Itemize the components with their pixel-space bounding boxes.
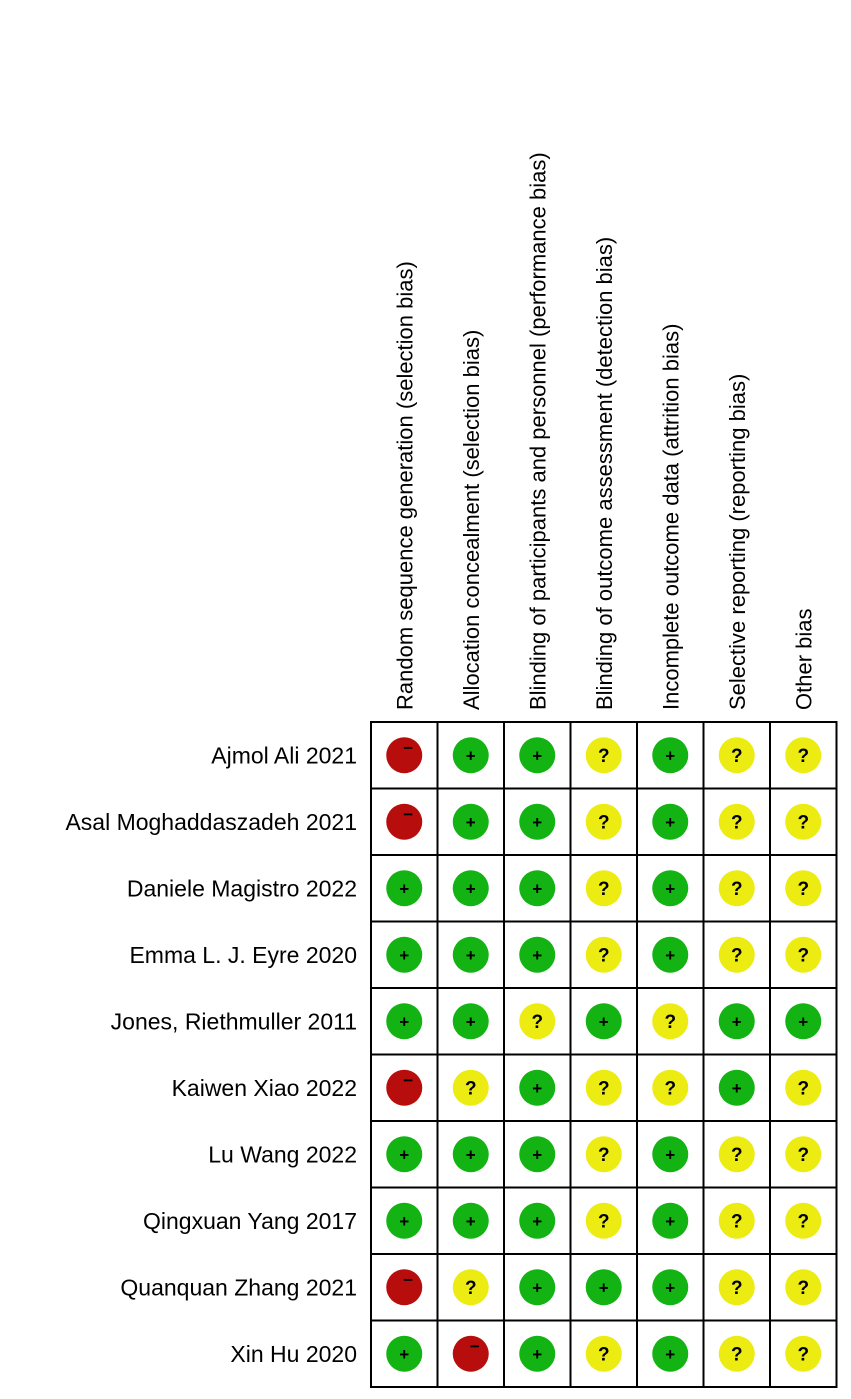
- rating-glyph: +: [399, 1012, 410, 1032]
- domain-header: Incomplete outcome data (attrition bias): [658, 323, 684, 710]
- domain-header: Other bias: [791, 608, 817, 710]
- rating-glyph: ?: [664, 1011, 677, 1033]
- study-label: Qingxuan Yang 2017: [143, 1207, 357, 1234]
- rating-mark-unclear: [453, 1070, 489, 1106]
- rating-glyph: ?: [730, 945, 743, 967]
- rating-mark-low: [785, 1003, 821, 1039]
- rating-mark-low: [652, 1336, 688, 1372]
- rating-glyph: +: [465, 812, 476, 832]
- rating-glyph: +: [665, 1344, 676, 1364]
- rating-glyph: ?: [531, 1011, 544, 1033]
- rating-glyph: +: [665, 1145, 676, 1165]
- rating-mark-low: [519, 1136, 555, 1172]
- rating-mark-high: [386, 804, 422, 840]
- rating-mark-unclear: [719, 1336, 755, 1372]
- rating-glyph: +: [465, 1145, 476, 1165]
- rating-glyph: +: [665, 945, 676, 965]
- rating-mark-unclear: [785, 804, 821, 840]
- rating-glyph: ?: [730, 1144, 743, 1166]
- rating-glyph: +: [399, 1344, 410, 1364]
- domain-header: Allocation concealment (selection bias): [458, 329, 484, 710]
- rating-glyph: −: [403, 804, 414, 824]
- rating-mark-unclear: [785, 1070, 821, 1106]
- rating-mark-low: [652, 737, 688, 773]
- rating-glyph: +: [399, 1145, 410, 1165]
- rating-mark-low: [386, 937, 422, 973]
- rating-glyph: ?: [797, 812, 810, 834]
- rating-mark-unclear: [586, 1203, 622, 1239]
- rating-glyph: ?: [597, 1144, 610, 1166]
- rating-mark-unclear: [586, 1070, 622, 1106]
- study-label: Daniele Magistro 2022: [126, 875, 357, 902]
- rating-mark-low: [652, 1203, 688, 1239]
- rating-mark-unclear: [586, 737, 622, 773]
- rating-glyph: +: [532, 879, 543, 899]
- rating-glyph: −: [403, 1270, 414, 1290]
- rating-glyph: +: [598, 1278, 609, 1298]
- rating-glyph: ?: [597, 1211, 610, 1233]
- rating-glyph: +: [399, 879, 410, 899]
- rating-mark-low: [519, 1070, 555, 1106]
- study-label: Jones, Riethmuller 2011: [110, 1008, 357, 1035]
- rating-glyph: +: [532, 1078, 543, 1098]
- rating-mark-unclear: [586, 1136, 622, 1172]
- rating-glyph: +: [465, 1211, 476, 1231]
- rating-mark-low: [453, 870, 489, 906]
- rating-glyph: +: [532, 746, 543, 766]
- rating-glyph: +: [731, 1012, 742, 1032]
- rating-mark-unclear: [785, 1336, 821, 1372]
- rating-glyph: −: [403, 738, 414, 758]
- rating-glyph: +: [399, 945, 410, 965]
- rating-mark-low: [652, 870, 688, 906]
- rating-mark-unclear: [719, 1136, 755, 1172]
- rating-mark-unclear: [719, 1203, 755, 1239]
- rating-glyph: +: [665, 1211, 676, 1231]
- rating-mark-low: [386, 1203, 422, 1239]
- rating-glyph: ?: [597, 812, 610, 834]
- rating-glyph: +: [731, 1078, 742, 1098]
- rating-mark-low: [652, 804, 688, 840]
- study-label: Emma L. J. Eyre 2020: [129, 941, 357, 968]
- study-label: Asal Moghaddaszadeh 2021: [65, 808, 357, 835]
- domain-header: Blinding of participants and personnel (performance bias): [525, 152, 551, 710]
- rating-mark-unclear: [719, 937, 755, 973]
- rating-mark-low: [386, 870, 422, 906]
- rating-mark-low: [519, 804, 555, 840]
- rating-mark-unclear: [785, 737, 821, 773]
- rating-grid: [371, 722, 837, 1387]
- rating-mark-unclear: [519, 1003, 555, 1039]
- rating-glyph: ?: [730, 1211, 743, 1233]
- rating-mark-unclear: [785, 1203, 821, 1239]
- rating-mark-high: [453, 1336, 489, 1372]
- study-label: Xin Hu 2020: [230, 1340, 357, 1367]
- rating-glyph: −: [469, 1336, 480, 1356]
- rating-glyph: ?: [797, 945, 810, 967]
- rating-mark-unclear: [719, 1269, 755, 1305]
- rating-glyph: ?: [464, 1277, 477, 1299]
- rating-mark-unclear: [453, 1269, 489, 1305]
- rating-glyph: ?: [797, 745, 810, 767]
- rating-glyph: +: [465, 746, 476, 766]
- rating-glyph: +: [532, 1344, 543, 1364]
- rating-glyph: +: [665, 1278, 676, 1298]
- rating-glyph: −: [403, 1070, 414, 1090]
- rating-glyph: +: [465, 945, 476, 965]
- rating-mark-unclear: [785, 937, 821, 973]
- rating-mark-low: [519, 1203, 555, 1239]
- rating-mark-high: [386, 1269, 422, 1305]
- rating-mark-low: [453, 804, 489, 840]
- rating-mark-low: [719, 1003, 755, 1039]
- rating-glyph: ?: [797, 1211, 810, 1233]
- rating-glyph: ?: [664, 1078, 677, 1100]
- rating-glyph: +: [399, 1211, 410, 1231]
- domain-header: Blinding of outcome assessment (detection bias): [591, 236, 617, 710]
- rating-mark-low: [652, 1269, 688, 1305]
- rating-mark-unclear: [719, 737, 755, 773]
- rating-glyph: ?: [797, 1078, 810, 1100]
- rating-mark-high: [386, 737, 422, 773]
- rating-glyph: ?: [797, 1277, 810, 1299]
- rating-glyph: +: [532, 1145, 543, 1165]
- rating-mark-high: [386, 1070, 422, 1106]
- rating-glyph: +: [598, 1012, 609, 1032]
- rating-mark-low: [519, 737, 555, 773]
- rating-mark-low: [519, 1269, 555, 1305]
- rating-mark-unclear: [785, 1136, 821, 1172]
- rating-glyph: +: [665, 812, 676, 832]
- rating-glyph: ?: [597, 745, 610, 767]
- study-label: Kaiwen Xiao 2022: [171, 1074, 357, 1101]
- rating-mark-low: [386, 1336, 422, 1372]
- rating-mark-low: [453, 1203, 489, 1239]
- rating-glyph: ?: [597, 878, 610, 900]
- rating-glyph: ?: [464, 1078, 477, 1100]
- rating-glyph: +: [665, 746, 676, 766]
- rating-mark-low: [519, 937, 555, 973]
- study-label: Quanquan Zhang 2021: [120, 1274, 357, 1301]
- rating-mark-unclear: [586, 1336, 622, 1372]
- rating-glyph: +: [532, 812, 543, 832]
- rating-mark-low: [453, 1136, 489, 1172]
- domain-header: Random sequence generation (selection bias): [392, 261, 418, 710]
- rating-glyph: +: [465, 1012, 476, 1032]
- rating-glyph: ?: [730, 1277, 743, 1299]
- rating-mark-low: [453, 937, 489, 973]
- rating-glyph: +: [798, 1012, 809, 1032]
- rating-mark-low: [519, 1336, 555, 1372]
- rating-mark-low: [719, 1070, 755, 1106]
- rating-glyph: ?: [597, 945, 610, 967]
- domain-headers: [392, 152, 816, 710]
- rating-mark-low: [652, 937, 688, 973]
- rating-mark-low: [386, 1136, 422, 1172]
- rating-glyph: ?: [797, 1344, 810, 1366]
- rating-glyph: ?: [597, 1344, 610, 1366]
- study-label: Lu Wang 2022: [208, 1141, 357, 1168]
- rating-glyph: +: [532, 945, 543, 965]
- rating-mark-low: [386, 1003, 422, 1039]
- rating-glyph: +: [532, 1278, 543, 1298]
- rating-glyph: ?: [730, 1344, 743, 1366]
- rating-glyph: ?: [730, 878, 743, 900]
- study-label: Ajmol Ali 2021: [211, 742, 357, 769]
- rating-glyph: ?: [730, 745, 743, 767]
- rating-glyph: +: [665, 879, 676, 899]
- rating-mark-unclear: [586, 870, 622, 906]
- rating-mark-unclear: [652, 1003, 688, 1039]
- rating-glyph: ?: [730, 812, 743, 834]
- rating-mark-unclear: [586, 804, 622, 840]
- rating-mark-unclear: [785, 870, 821, 906]
- domain-header: Selective reporting (reporting bias): [724, 373, 750, 710]
- study-labels: [65, 742, 357, 1367]
- rating-mark-unclear: [719, 804, 755, 840]
- rating-mark-low: [586, 1269, 622, 1305]
- rating-mark-low: [453, 737, 489, 773]
- rating-mark-low: [519, 870, 555, 906]
- rating-mark-low: [586, 1003, 622, 1039]
- rating-mark-low: [453, 1003, 489, 1039]
- rating-mark-low: [652, 1136, 688, 1172]
- rating-glyph: ?: [797, 1144, 810, 1166]
- rating-mark-unclear: [719, 870, 755, 906]
- rating-glyph: +: [465, 879, 476, 899]
- rating-mark-unclear: [586, 937, 622, 973]
- rating-mark-unclear: [785, 1269, 821, 1305]
- rating-mark-unclear: [652, 1070, 688, 1106]
- rating-glyph: +: [532, 1211, 543, 1231]
- rating-glyph: ?: [797, 878, 810, 900]
- rating-glyph: ?: [597, 1078, 610, 1100]
